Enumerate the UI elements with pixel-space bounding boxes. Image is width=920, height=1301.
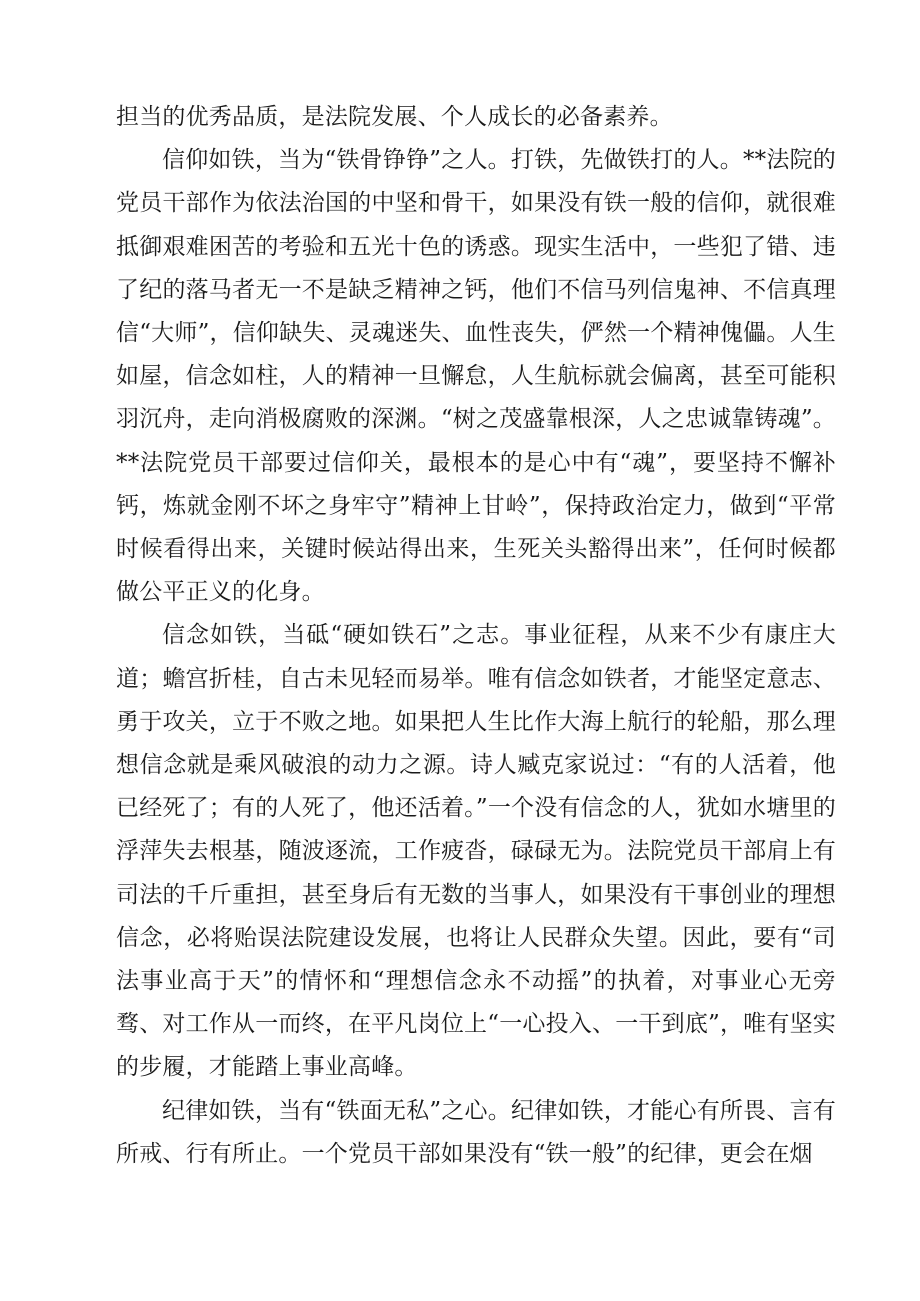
paragraph-4: 纪律如铁，当有“铁面无私”之心。纪律如铁，才能心有所畏、言有所戒、行有所止。一个党员干部如果没有“铁一般”的纪律，更会在烟 bbox=[116, 1097, 836, 1167]
paragraph-1: 担当的优秀品质，是法院发展、个人成长的必备素养。 bbox=[116, 104, 673, 130]
paragraph-3: 信念如铁，当砥“硬如铁石”之志。事业征程，从来不少有康庄大道；蟾宫折桂，自古未见轻而易举。唯有信念如铁者，才能坚定意志、勇于攻关，立于不败之地。如果把人生比作大海上航行的轮船，那么理想信念就是乘风破浪的动力之源。诗人臧克家说过：“有的人活着，他已经死了；有的人死了，他还活着。”一个没有信念的人，犹如水塘里的浮萍失去根基，随波逐流，工作疲沓，碌碌无为。法院党员干部肩上有司法的千斤重担，甚至身后有无数的当事人，如果没有干事创业的理想信念，必将贻误法院建设发展，也将让人民群众失望。因此，要有“司法事业高于天”的情怀和“理想信念永不动摇”的执着，对事业心无旁骛、对工作从一而终，在平凡岗位上“一心投入、一干到底”，唯有坚实的步履，才能踏上事业高峰。 bbox=[116, 622, 836, 1081]
paragraph-2: 信仰如铁，当为“铁骨铮铮”之人。打铁，先做铁打的人。**法院的党员干部作为依法治国的中坚和骨干，如果没有铁一般的信仰，就很难抵御艰难困苦的考验和五光十色的诱惑。现实生活中，一些犯了错、违了纪的落马者无一不是缺乏精神之钙，他们不信马列信鬼神、不信真理信“大师”，信仰缺失、灵魂迷失、血性丧失，俨然一个精神傀儡。人生如屋，信念如柱，人的精神一旦懈怠，人生航标就会偏离，甚至可能积羽沉舟，走向消极腐败的深渊。“树之茂盛靠根深，人之忠诚靠铸魂”。**法院党员干部要过信仰关，最根本的是心中有“魂”，要坚持不懈补钙，炼就金刚不坏之身牢守”精神上甘岭”，保持政治定力，做到“平常时候看得出来，关键时候站得出来，生死关头豁得出来”，任何时候都做公平正义的化身。 bbox=[116, 147, 836, 606]
body-text bbox=[116, 96, 836, 1176]
